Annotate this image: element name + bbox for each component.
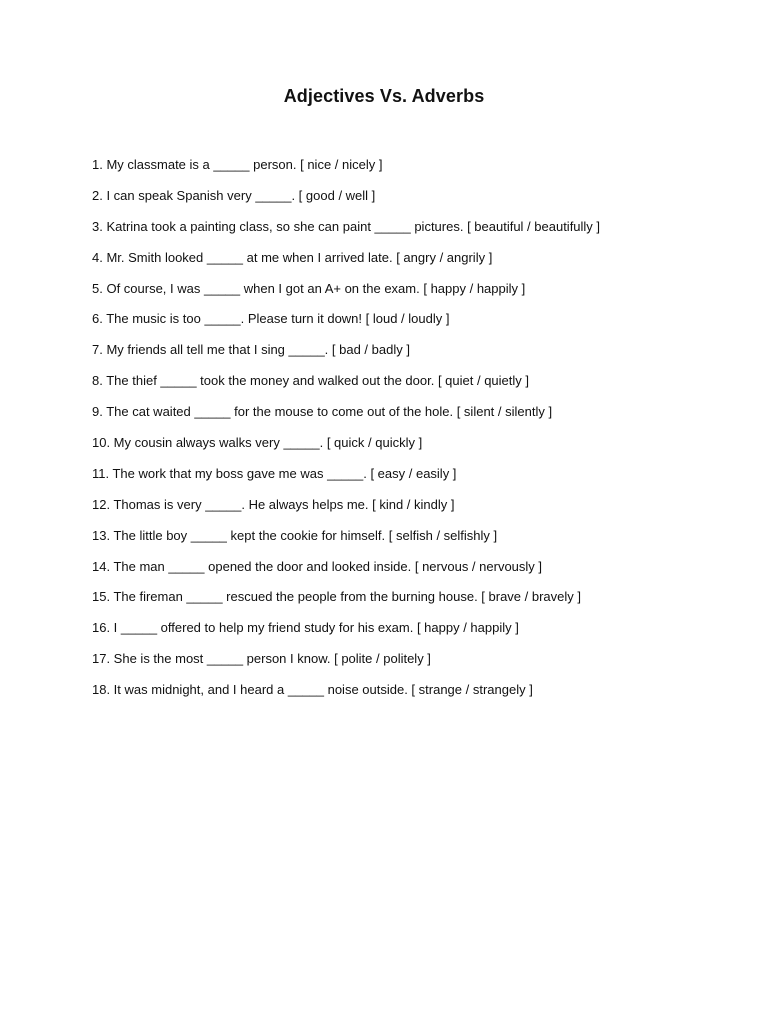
question-item: 8. The thief _____ took the money and walked out the door. [ quiet / quietly ] bbox=[92, 373, 529, 389]
question-item: 17. She is the most _____ person I know. [ polite / politely ] bbox=[92, 651, 431, 667]
question-item: 3. Katrina took a painting class, so she can paint _____ pictures. [ beautiful / beautifully ] bbox=[92, 218, 601, 234]
question-item: 1. My classmate is a _____ person. [ nice / nicely ] bbox=[92, 157, 383, 172]
question-item: 14. The man _____ opened the door and looked inside. [ nervous / nervously ] bbox=[92, 558, 543, 574]
question-item: 9. The cat waited _____ for the mouse to come out of the hole. [ silent / silently ] bbox=[92, 404, 553, 420]
question-item: 16. I _____ offered to help my friend study for his exam. [ happy / happily ] bbox=[92, 620, 519, 636]
question-item: 5. Of course, I was _____ when I got an A+ on the exam. [ happy / happily ] bbox=[92, 280, 526, 296]
question-item: 2. I can speak Spanish very _____. [ good / well ] bbox=[92, 187, 376, 203]
question-item: 10. My cousin always walks very _____. [ quick / quickly ] bbox=[92, 435, 423, 451]
question-item: 4. Mr. Smith looked _____ at me when I arrived late. [ angry / angrily ] bbox=[92, 249, 493, 265]
question-item: 7. My friends all tell me that I sing _____. [ bad / badly ] bbox=[92, 342, 410, 358]
question-item: 6. The music is too _____. Please turn it down! [ loud / loudly ] bbox=[92, 311, 450, 327]
question-item: 13. The little boy _____ kept the cookie for himself. [ selfish / selfishly ] bbox=[92, 527, 498, 543]
question-item: 11. The work that my boss gave me was _____. [ easy / easily ] bbox=[92, 465, 457, 481]
question-item: 12. Thomas is very _____. He always helps me. [ kind / kindly ] bbox=[92, 496, 455, 512]
question-item: 15. The fireman _____ rescued the people from the burning house. [ brave / bravely ] bbox=[92, 589, 582, 605]
question-item: 18. It was midnight, and I heard a _____ noise outside. [ strange / strangely ] bbox=[92, 682, 533, 698]
page-title: Adjectives Vs. Adverbs bbox=[283, 86, 485, 106]
question-list bbox=[92, 155, 732, 711]
